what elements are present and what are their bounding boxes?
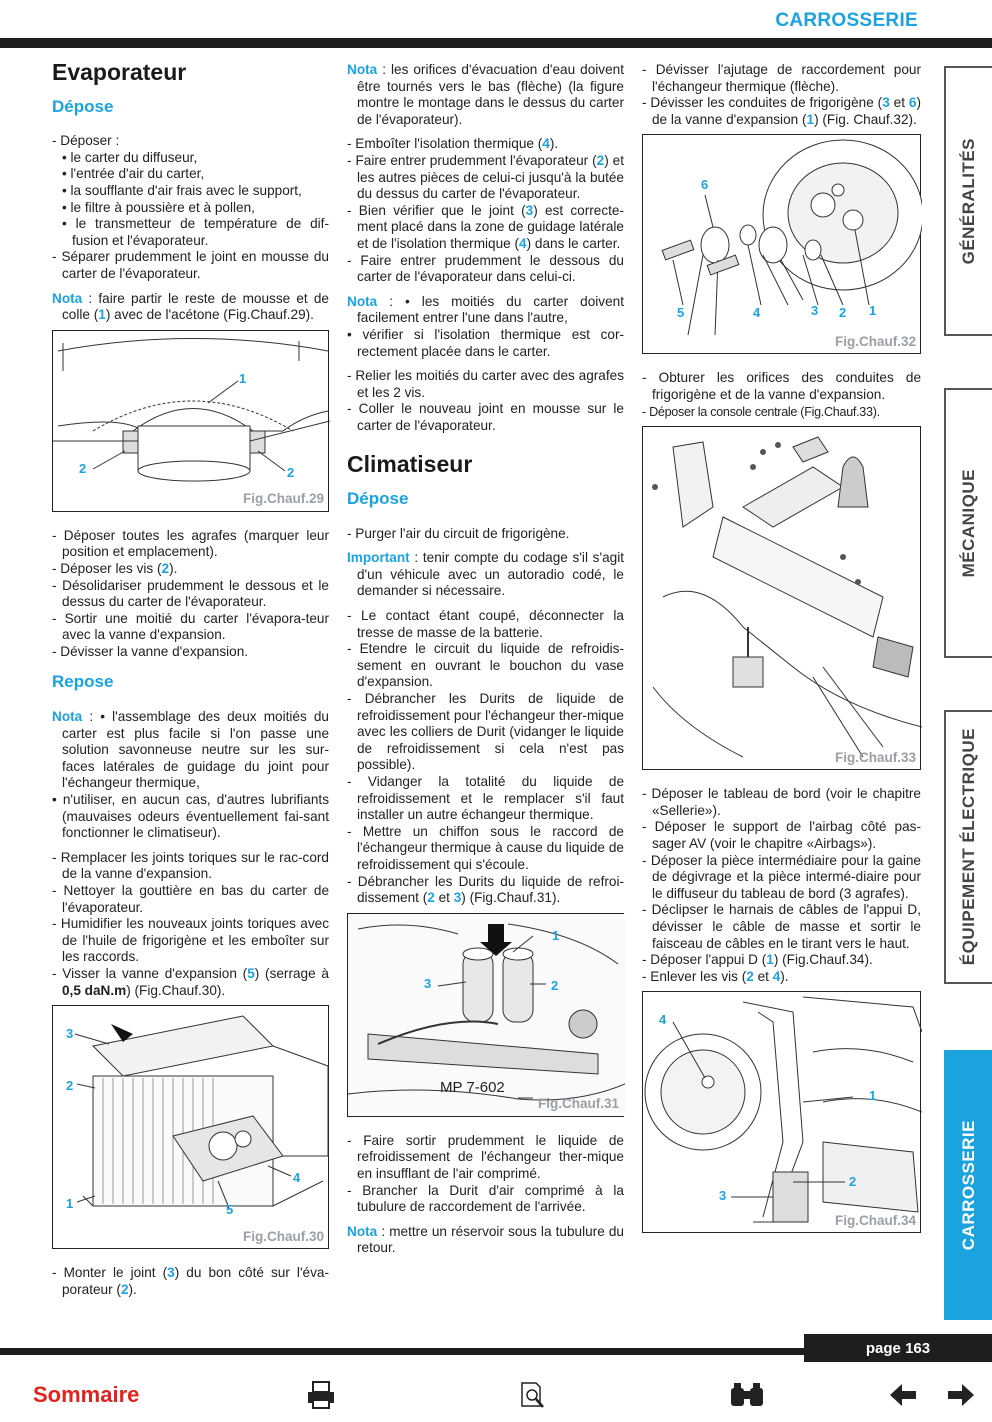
figure-caption: Fig.Chauf.32	[834, 333, 916, 349]
bullet: • le carter du diffuseur,	[62, 149, 198, 165]
callout-3: 3	[719, 1188, 727, 1204]
bullet: • le transmetteur de température de dif-fusion et l'évaporateur.	[62, 216, 329, 248]
figure-chauf-30	[52, 1005, 329, 1249]
step: - Enlever les vis (2 et 4).	[642, 968, 789, 984]
search-document-icon[interactable]	[518, 1380, 548, 1410]
nota: Nota : faire partir le reste de mousse et de colle (1) avec de l'acétone (Fig.Chauf.29).	[52, 290, 329, 323]
callout-4: 4	[753, 305, 761, 321]
step: - Faire sortir prudemment le liquide de refroidissement de l'échangeur ther-mique en insufflant de l'air comprimé.	[347, 1132, 624, 1181]
step: - Déposer les vis (2).	[52, 560, 178, 576]
step: - Monter le joint (3) du bon côté sur l'éva-porateur (2).	[52, 1265, 329, 1297]
step: - Débrancher les Durits du liquide de refroi-dissement (2 et 3) (Fig.Chauf.31).	[347, 873, 624, 906]
step: - Nettoyer la gouttière en bas du carter de l'évaporateur.	[52, 883, 329, 915]
step: - Déposer la console centrale (Fig.Chauf.33).	[642, 404, 880, 419]
figure-chauf-32	[642, 134, 921, 354]
nota: Nota : les orifices d'évacuation d'eau doivent être tournés vers le bas (flèche) (la figure montre le montage dans le dessus du carter de l'évaporateur).	[347, 62, 624, 127]
step: - Etendre le circuit du liquide de refroidis-sement en ouvrant le bouchon du vase d'expansion.	[347, 641, 624, 690]
step: - Faire entrer prudemment l'évaporateur (2) et les autres pièces de celui-ci jusqu'à la butée du dessus du carter de l'évaporateur.	[347, 152, 624, 202]
step: - Coller le nouveau joint en mousse sur le carter de l'évaporateur.	[347, 401, 624, 433]
callout-2: 2	[551, 977, 559, 993]
sommaire-link[interactable]: Sommaire	[33, 1382, 140, 1407]
footer-nav	[0, 1374, 992, 1418]
nota-bullet: • n'utiliser, en aucun cas, d'autres lubrifiants (mauvaises odeurs éventuellement fai-sant fonctionner le climatiseur).	[52, 792, 329, 841]
evaporator-drawing	[53, 1006, 330, 1248]
step: - Déposer la pièce intermédiaire pour la gaine de dégivrage et la pièce intermé-diaire pour le diffuseur du tableau de bord (3 agrafes).	[642, 852, 921, 901]
figure-caption: Fig.Chauf.30	[242, 1228, 324, 1244]
step: - Remplacer les joints toriques sur le rac-cord de la vanne d'expansion.	[52, 849, 329, 882]
column-1	[52, 59, 329, 1298]
callout-4: 4	[293, 1170, 301, 1186]
step: - Le contact étant coupé, déconnecter la tresse de masse de la batterie.	[347, 608, 624, 640]
figure-chauf-29	[52, 330, 329, 512]
center-console-drawing	[643, 427, 922, 769]
nota: Nota : mettre un réservoir sous la tubulure du retour.	[347, 1223, 624, 1256]
step: - Déposer le support de l'airbag côté pas-sager AV (voir le chapitre «Airbags»).	[642, 819, 921, 851]
tab-carrosserie[interactable]: CARROSSERIE	[944, 1050, 992, 1320]
important: Important : tenir compte du codage s'il s'agit d'un véhicule avec un autoradio codé, le demander si nécessaire.	[347, 550, 624, 599]
step: - Obturer les orifices des conduites de frigorigène et de la vanne d'expansion.	[642, 370, 921, 402]
step: - Dévisser la vanne d'expansion.	[52, 643, 249, 659]
tab-equipement-electrique[interactable]: ÉQUIPEMENT ÉLECTRIQUE	[944, 710, 992, 984]
step: - Vidanger la totalité du liquide de refroidissement et le remplacer s'il faut installer un autre échangeur thermique.	[347, 773, 624, 823]
page-number: page 163	[804, 1334, 992, 1362]
callout-5: 5	[677, 305, 685, 321]
top-rule	[0, 38, 992, 48]
step: - Emboîter l'isolation thermique (4).	[347, 136, 559, 152]
figure-chauf-34	[642, 991, 921, 1233]
callout-3: 3	[424, 975, 432, 991]
step: - Dévisser les conduites de frigorigène (3 et 6) de la vanne d'expansion (1) (Fig. Chauf.32).	[642, 95, 921, 127]
nota-bullet: • vérifier si l'isolation thermique est cor-rectement placée dans le carter.	[347, 326, 624, 359]
step: - Brancher la Durit d'air comprimé à la tubulure de raccordement de l'arrivée.	[347, 1182, 624, 1215]
section-title-evaporateur: Evaporateur	[52, 59, 187, 85]
callout-6: 6	[701, 177, 709, 193]
step: - Bien vérifier que le joint (3) est correcte-ment placé dans la zone de guidage latérale et de l'isolation thermique (4) dans le carter.	[347, 202, 624, 251]
callout-3: 3	[66, 1026, 74, 1042]
nota: Nota : • l'assemblage des deux moitiés du carter est plus facile si l'on passe une solution savonneuse neutre sur les sur-faces latérales de guidage du joint pour l'échangeur thermique,	[52, 709, 329, 791]
step: - Séparer prudemment le joint en mousse du carter de l'évaporateur.	[52, 249, 329, 281]
callout-5: 5	[226, 1202, 234, 1218]
arrow-left-icon[interactable]	[888, 1380, 918, 1410]
callout-1: 1	[552, 927, 560, 943]
step: - Déposer le tableau de bord (voir le chapitre «Sellerie»).	[642, 786, 921, 818]
callout-1: 1	[66, 1196, 74, 1212]
step: - Débrancher les Durits de liquide de refroidissement pour l'échangeur ther-mique avec les colliers de Durit (vidanger le liquide de refroidissement si cela n'est pas possible).	[347, 691, 624, 773]
column-2	[347, 62, 624, 1257]
subtitle-depose: Dépose	[52, 96, 114, 116]
step: - Désolidariser prudemment le dessous et le dessus du carter de l'évaporateur.	[52, 577, 329, 610]
step: - Purger l'air du circuit de frigorigène.	[347, 525, 570, 541]
section-title-climatiseur: Climatiseur	[347, 451, 473, 478]
callout-4: 4	[659, 1012, 667, 1028]
step: - Dévisser l'ajutage de raccordement pour l'échangeur thermique (flèche).	[642, 62, 921, 94]
callout-2: 2	[839, 305, 847, 321]
tab-mecanique[interactable]: MÉCANIQUE	[944, 388, 992, 658]
header-section-title: CARROSSERIE	[775, 10, 918, 31]
figure-caption: Fig.Chauf.34	[834, 1212, 916, 1228]
tool-label: MP 7-602	[440, 1078, 505, 1096]
callout-1: 1	[239, 370, 247, 386]
callout-1: 1	[869, 303, 877, 319]
support-d-drawing	[643, 992, 922, 1232]
binoculars-icon[interactable]	[728, 1380, 766, 1410]
step: - Relier les moitiés du carter avec des agrafes et les 2 vis.	[347, 368, 624, 400]
step: - Déclipser le harnais de câbles de l'appui D, dévisser le câble de masse et sortir le faisceau de câbles en le tirant vers le haut.	[642, 902, 921, 951]
column-3	[642, 62, 921, 1243]
subtitle-repose: Repose	[52, 672, 114, 692]
step: - Déposer l'appui D (1) (Fig.Chauf.34).	[642, 952, 873, 968]
figure-chauf-31	[347, 913, 624, 1117]
step: - Déposer :	[52, 133, 120, 149]
expansion-valve-drawing	[643, 135, 922, 353]
callout-1: 1	[869, 1088, 877, 1104]
step: - Sortir une moitié du carter l'évapora-teur avec la vanne d'expansion.	[52, 610, 329, 643]
callout-2: 2	[287, 464, 295, 480]
figure-caption: Fig.Chauf.31	[537, 1096, 619, 1112]
step: - Faire entrer prudemment le dessous du carter de l'évaporateur dans celui-ci.	[347, 252, 624, 285]
step: - Déposer toutes les agrafes (marquer leur position et emplacement).	[52, 527, 329, 560]
step: - Humidifier les nouveaux joints toriques avec de l'huile de frigorigène et les emboîter sur les raccords.	[52, 916, 329, 965]
callout-2: 2	[849, 1174, 857, 1190]
callout-2: 2	[66, 1078, 74, 1094]
callout-3: 3	[811, 303, 819, 319]
figure-caption: Fig.Chauf.33	[834, 749, 916, 765]
tab-generalites[interactable]: GÉNÉRALITÉS	[944, 66, 992, 336]
callout-2: 2	[79, 460, 87, 476]
bullet: • le filtre à poussière et à pollen,	[62, 199, 255, 215]
nota: Nota : • les moitiés du carter doivent facilement entrer l'une dans l'autre,	[347, 293, 624, 326]
step: - Mettre un chiffon sous le raccord de l'échangeur thermique à cause du liquide de refroidissement qui s'écoule.	[347, 823, 624, 872]
figure-chauf-33	[642, 426, 921, 770]
printer-icon[interactable]	[305, 1380, 337, 1410]
subtitle-depose: Dépose	[347, 489, 409, 509]
bullet: • la soufflante d'air frais avec le support,	[62, 182, 302, 198]
figure-caption: Fig.Chauf.29	[242, 491, 324, 507]
arrow-right-icon[interactable]	[946, 1380, 976, 1410]
evaporator-housing-drawing	[53, 331, 330, 511]
bullet: • l'entrée d'air du carter,	[62, 166, 205, 182]
step: - Visser la vanne d'expansion (5) (serrage à 0,5 daN.m) (Fig.Chauf.30).	[52, 965, 329, 998]
